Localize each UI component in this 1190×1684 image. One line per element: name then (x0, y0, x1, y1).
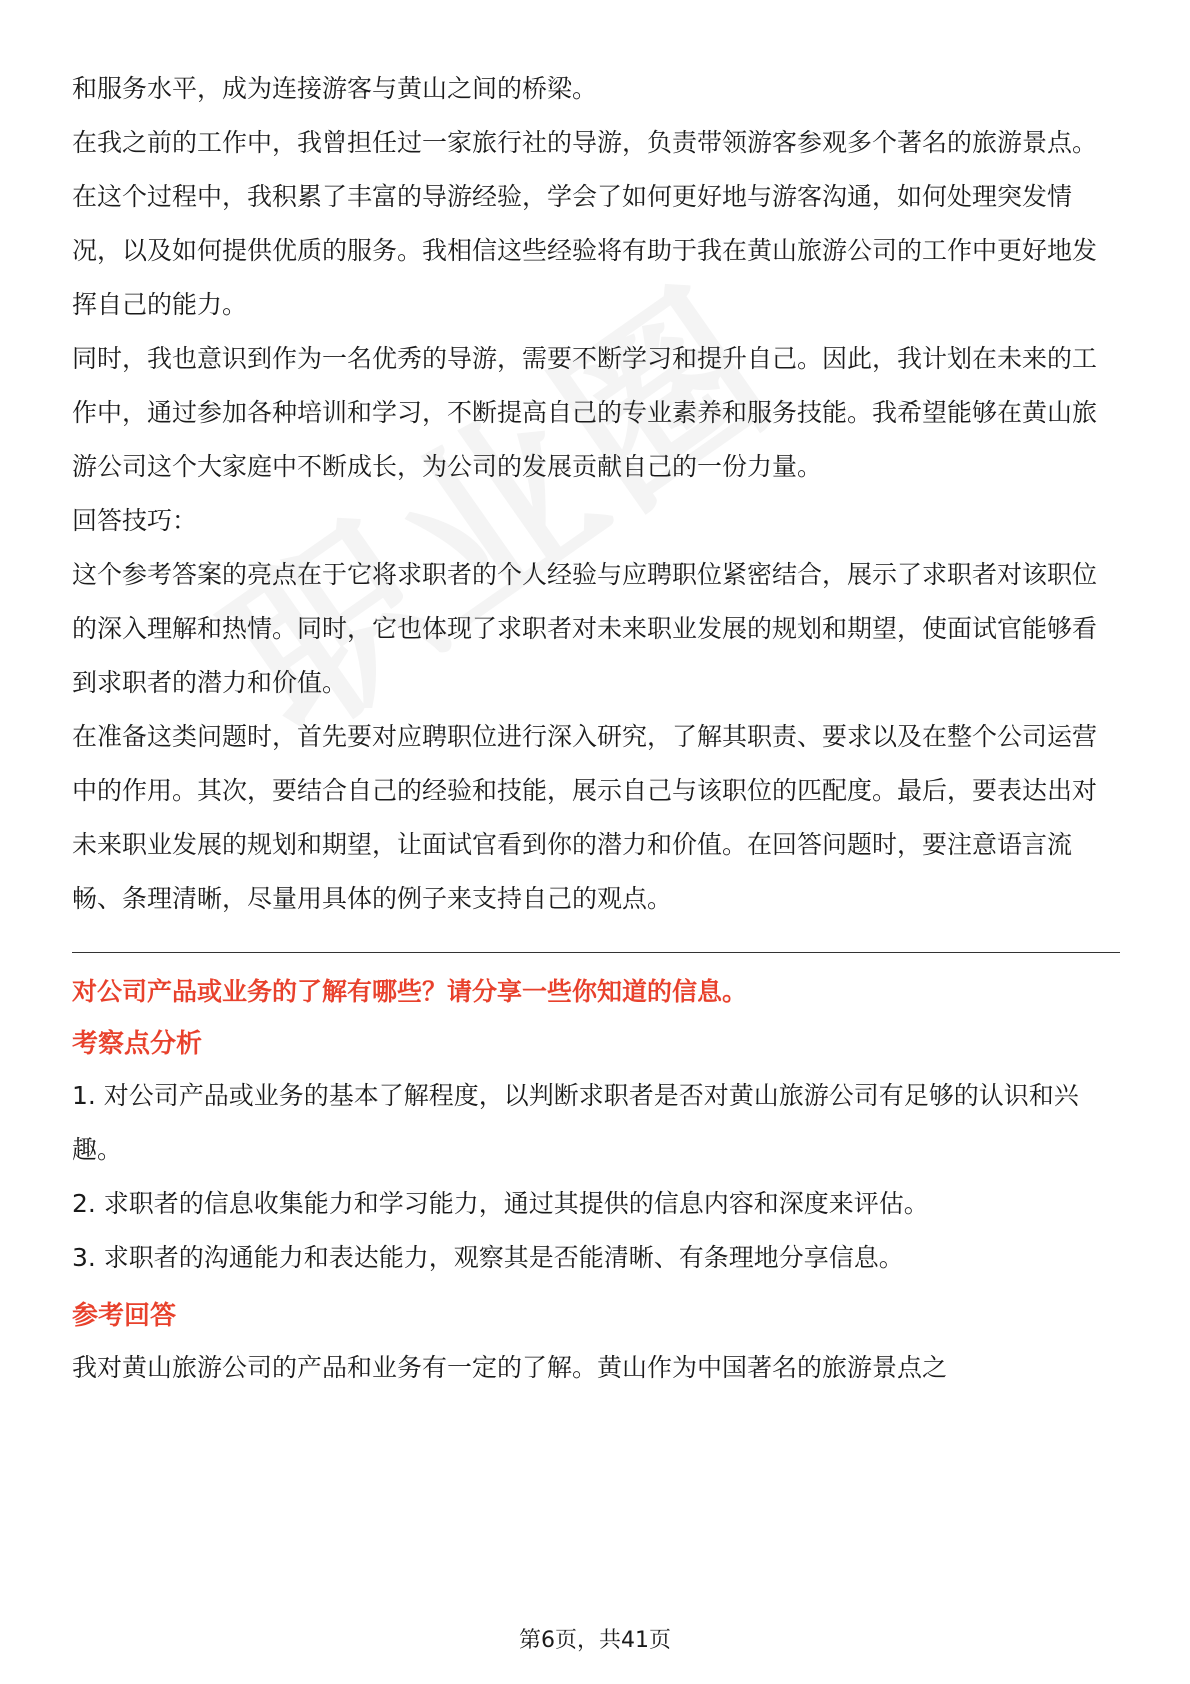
document-body (72, 62, 1120, 1395)
paragraph: 同时，我也意识到作为一名优秀的导游，需要不断学习和提升自己。因此，我计划在未来的工作中，通过参加各种培训和学习，不断提高自己的专业素养和服务技能。我希望能够在黄山旅游公司这个大家庭中不断成长，为公司的发展贡献自己的一份力量。 (72, 344, 1098, 481)
analysis-item: 1. 对公司产品或业务的基本了解程度，以判断求职者是否对黄山旅游公司有足够的认识和兴趣。 (72, 1081, 1079, 1164)
reference-paragraph: 我对黄山旅游公司的产品和业务有一定的了解。黄山作为中国著名的旅游景点之 (72, 1353, 948, 1382)
reference-heading: 参考回答 (72, 1301, 177, 1331)
paragraph: 这个参考答案的亮点在于它将求职者的个人经验与应聘职位紧密结合，展示了求职者对该职位的深入理解和热情。同时，它也体现了求职者对未来职业发展的规划和期望，使面试官能够看到求职者的潜力和价值。 (72, 560, 1098, 697)
paragraph: 和服务水平，成为连接游客与黄山之间的桥梁。 (72, 74, 598, 103)
question-title: 对公司产品或业务的了解有哪些？请分享一些你知道的信息。 (72, 977, 748, 1006)
section-divider (72, 952, 1120, 953)
answer-tips-label: 回答技巧： (72, 506, 198, 535)
analysis-item: 2. 求职者的信息收集能力和学习能力，通过其提供的信息内容和深度来评估。 (72, 1189, 929, 1218)
analysis-heading: 考察点分析 (72, 1029, 203, 1059)
paragraph: 在准备这类问题时，首先要对应聘职位进行深入研究，了解其职责、要求以及在整个公司运营中的作用。其次，要结合自己的经验和技能，展示自己与该职位的匹配度。最后，要表达出对未来职业发展的规划和期望，让面试官看到你的潜力和价值。在回答问题时，要注意语言流畅、条理清晰，尽量用具体的例子来支持自己的观点。 (72, 722, 1098, 913)
page-number: 第6页，共41页 (519, 1628, 671, 1653)
paragraph: 在我之前的工作中，我曾担任过一家旅行社的导游，负责带领游客参观多个著名的旅游景点。在这个过程中，我积累了丰富的导游经验，学会了如何更好地与游客沟通，如何处理突发情况，以及如何提供优质的服务。我相信这些经验将有助于我在黄山旅游公司的工作中更好地发挥自己的能力。 (72, 128, 1098, 319)
analysis-item: 3. 求职者的沟通能力和表达能力，观察其是否能清晰、有条理地分享信息。 (72, 1243, 904, 1272)
